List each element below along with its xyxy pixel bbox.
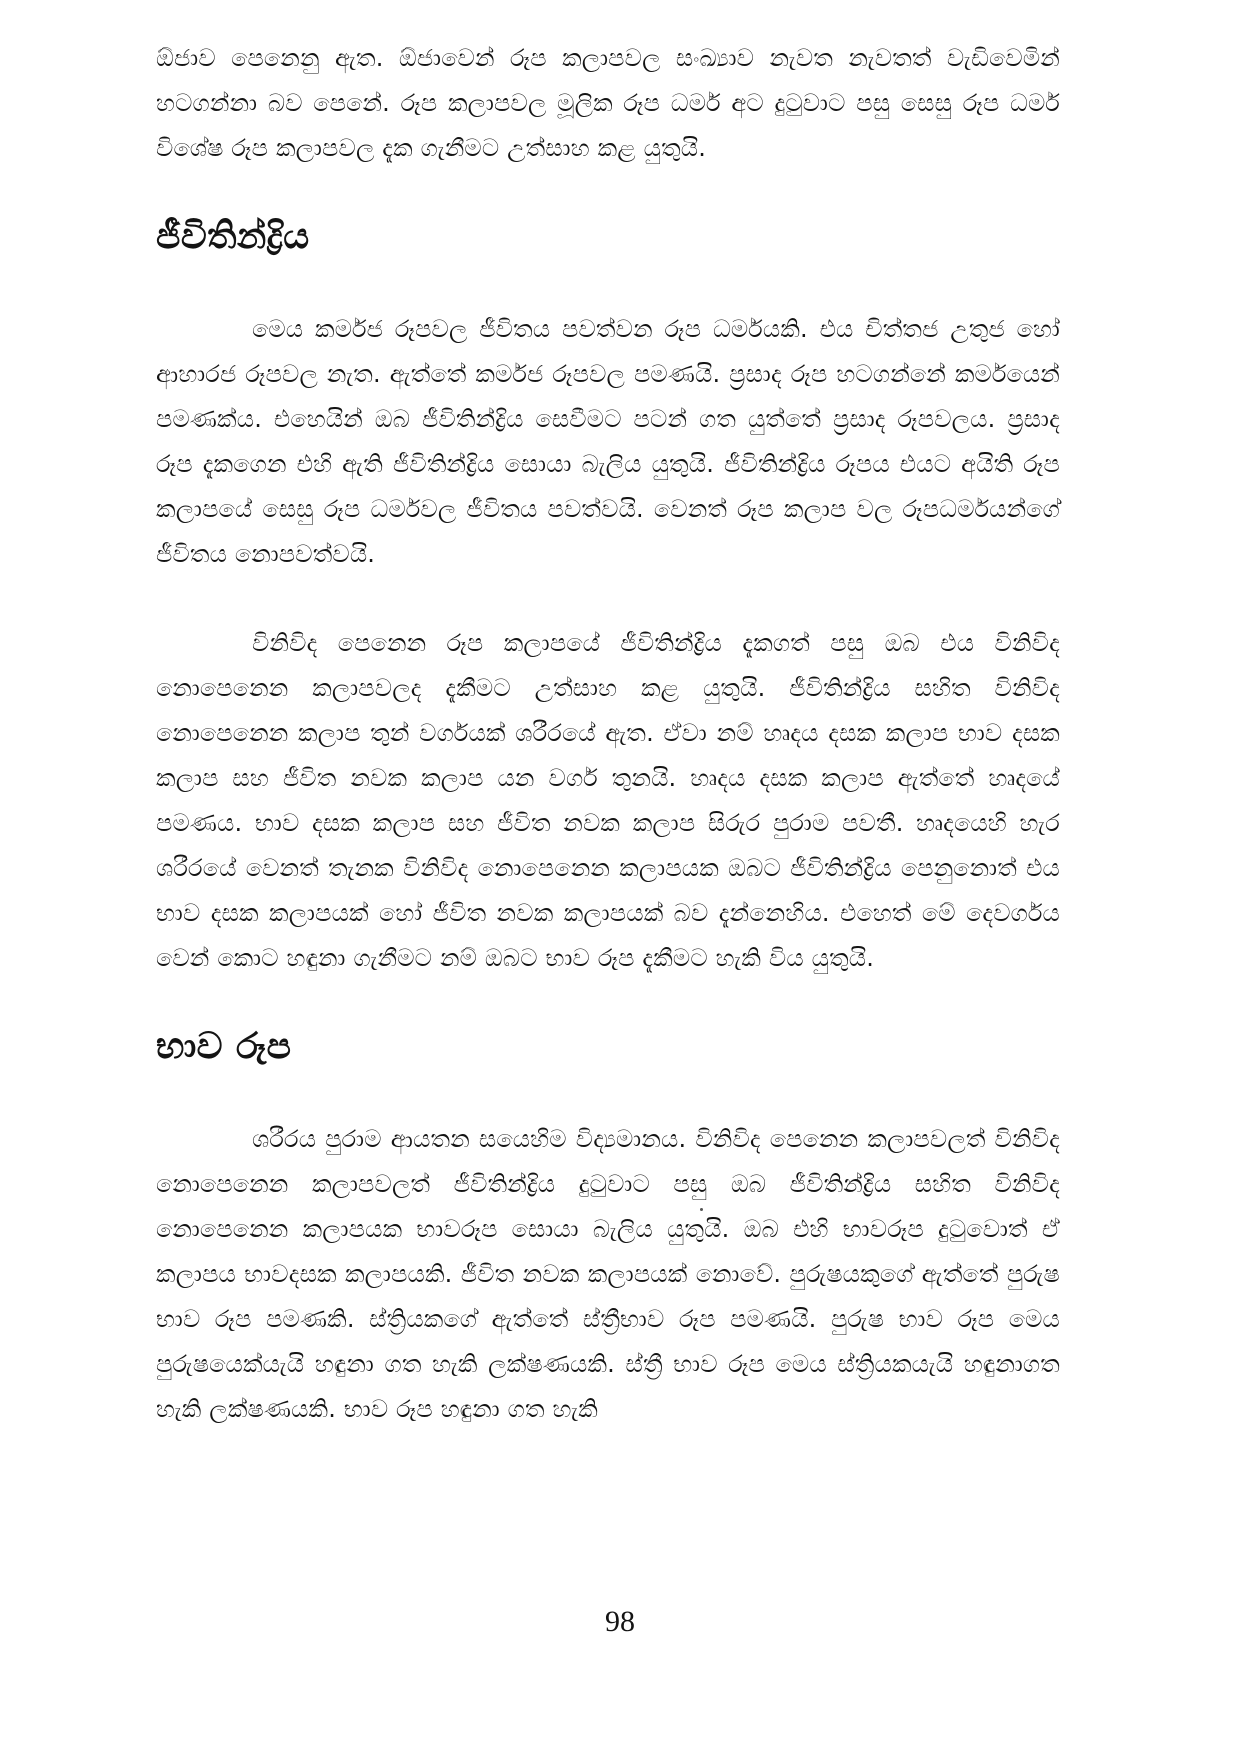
scan-speck — [700, 1208, 703, 1211]
page-content — [156, 36, 1060, 1432]
paragraph-continued: ඕජාව පෙනෙනු ඇත. ඕජාවෙන් රූප කලාපවල සංඛ්‍යාව නැවත නැවතත් වැඩිවෙමින් හටගන්නා බව පෙනේ. රූප කලාපවල මූලික රූප ධර්ම අට දුටුවාට පසු සෙසු රූප ධර්ම විශේෂ රූප කලාපවල දැක ගැනීමට උත්සාහ කළ යුතුයි. — [156, 44, 1060, 162]
paragraph-jivitindriya-2: විනිවිද පෙනෙන රූප කලාපයේ ජීවිතින්ද්‍රිය දැකගත් පසු ඔබ එය විනිවිද නොපෙනෙන කලාපවලද දැකීමට උත්සාහ කළ යුතුයි. ජීවිතින්ද්‍රිය සහිත විනිවිද නොපෙනෙන කලාප තුන් වර්ගයක් ශරීරයේ ඇත. ඒවා නම් හෘදය දසක කලාප භාව දසක කලාප සහ ජීවිත නවක කලාප යන වර්ග තුනයි. හෘදය දසක කලාප ඇත්තේ හෘදයේ පමණය. භාව දසක කලාප සහ ජීවිත නවක කලාප සිරුර පුරාම පවතී. හෘදයෙහි හැර ශරීරයේ වෙනත් තැනක විනිවිද නොපෙනෙන කලාපයක ඔබට ජීවිතින්ද්‍රිය පෙනුනොත් එය භාව දසක කලාපයක් හෝ ජීවිත නවක කලාපයක් බව දැන්නෙහිය. එහෙත් මේ දෙවර්ගය වෙන් කොට හඳුනා ගැනීමට නම් ඔබට භාව රූප දැකීමට හැකි විය යුතුයි. — [156, 629, 1060, 972]
paragraph-jivitindriya-1: මෙය කර්මජ රූපවල ජීවිතය පවත්වන රූප ධර්මයකි. එය චිත්තජ උතුජ හෝ ආහාරජ රූපවල නැත. ඇත්තේ කර්මජ රූපවල පමණයි. ප්‍රසාද රූප හටගන්නේ කර්මයෙන් පමණක්ය. එහෙයින් ඔබ ජීවිතින්ද්‍රිය සෙවීමට පටන් ගත යුත්තේ ප්‍රසාද රූපවලය. ප්‍රසාද රූප දැකගෙන එහි ඇති ජීවිතින්ද්‍රිය සොයා බැලිය යුතුයි. ජීවිතින්ද්‍රිය රූපය එයට අයිති රූප කලාපයේ සෙසු රූප ධර්මවල ජීවිතය පවත්වයි. වෙනත් රූප කලාප වල රූපධර්මයන්ගේ ජීවිතය නොපවත්වයි. — [156, 315, 1060, 568]
section-heading-jivitindriya: ජීවිතින්ද්‍රිය — [156, 216, 310, 257]
section-heading-bhava-rupa: භාව රූප — [156, 1026, 292, 1067]
page-number: 98 — [605, 1605, 635, 1638]
paragraph-bhava-rupa-1: ශරීරය පුරාම ආයතන සයෙහිම විද්‍යමානය. විනිවිද පෙනෙන කලාපවලත් විනිවිද නොපෙනෙන කලාපවලත් ජීවිතින්ද්‍රිය දුටුවාට පසු ඔබ ජීවිතින්ද්‍රිය සහිත විනිවිද නොපෙනෙන කලාපයක භාවරූප සොයා බැලිය යුතුයි. ඔබ එහි භාවරූප දුටුවොත් ඒ කලාපය භාවදසක කලාපයකි. ජීවිත නවක කලාපයක් නොවේ. පුරුෂයකුගේ ඇත්තේ පුරුෂ භාව රූප පමණකි. ස්ත්‍රියකගේ ඇත්තේ ස්ත්‍රීභාව රූප පමණයි. පුරුෂ භාව රූප මෙය පුරුෂයෙක්යැයි හඳුනා ගත හැකි ලක්ෂණයකි. ස්ත්‍රී භාව රූප මෙය ස්ත්‍රියකයැයි හඳුනාගත හැකි ලක්ෂණයකි. භාව රූප හඳුනා ගත හැකි — [156, 1125, 1060, 1423]
